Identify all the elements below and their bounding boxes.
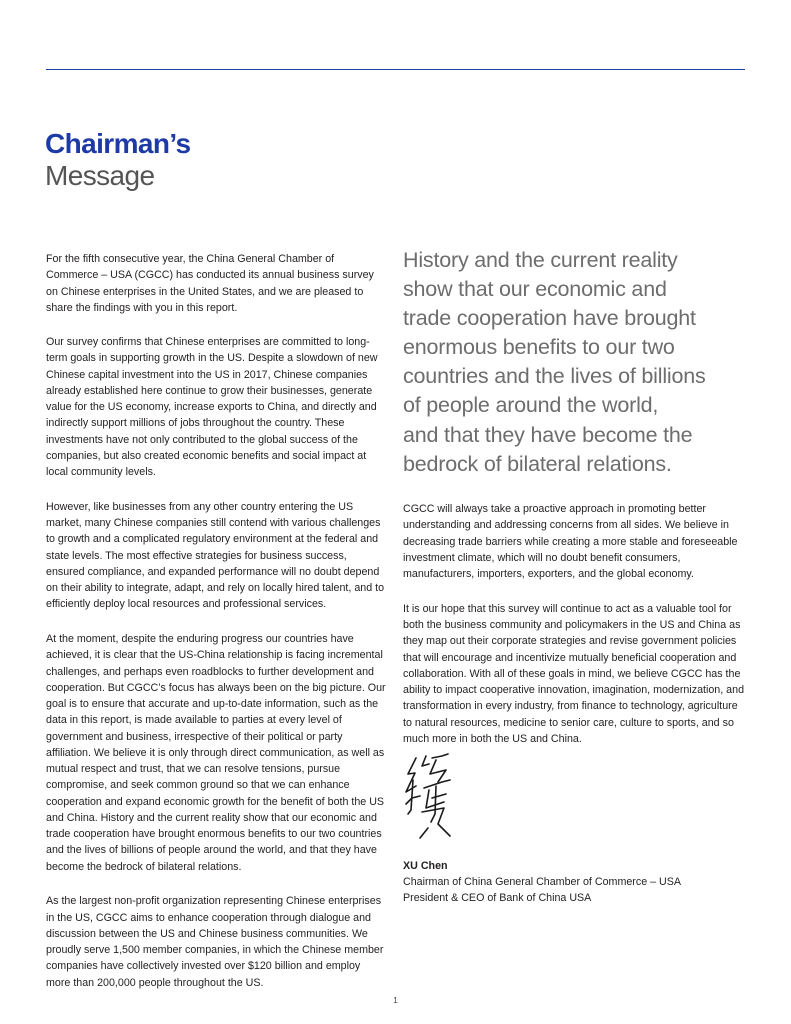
signatory-name: XU Chen (403, 860, 448, 872)
body-paragraph: As the largest non-profit organization representing Chinese enterprises in the US, CGCC aims to enhance cooperation through dialogue and discussion between the US and Chinese business communities. We proudly serve 1,500 member companies, in which the Chinese member companies have collectively invested over $120 billion and employ more than 200,000 people throughout the US. (46, 895, 384, 989)
page-number: 1 (393, 996, 398, 1005)
page-title: Chairman’s (45, 128, 191, 159)
right-column (403, 501, 745, 766)
body-paragraph: However, like businesses from any other country entering the US market, many Chinese companies still contend with various challenges to growth and a complicated regulatory environment at the federal and state levels. The most effective strategies for business success, ensured compliance, and expanded performance will no doubt depend on their ability to integrate, adapt, and rely on locally hired talent, and to efficiently deploy local resources and professional services. (46, 500, 385, 611)
pull-quote (403, 246, 748, 479)
body-paragraph: It is our hope that this survey will continue to act as a valuable tool for both the business community and policymakers in the US and China as they map out their corporate strategies and revise government policies that will encourage and incentivize mutually beneficial cooperation and collaboration. With all of these goals in mind, we believe CGCC has the ability to impact cooperative innovation, imagination, modernization, and transformation in every industry, from finance to technology, agriculture to natural resources, medicine to senior care, culture to sports, and so much more in both the US and China. (403, 602, 745, 745)
page-subtitle: Message (45, 160, 155, 191)
signatory-title: President & CEO of Bank of China USA (403, 892, 592, 904)
pull-quote-line: bedrock of bilateral relations. (403, 451, 672, 476)
signature-block (403, 858, 681, 906)
body-paragraph: For the fifth consecutive year, the China General Chamber of Commerce – USA (CGCC) has conducted its annual business survey on Chinese enterprises in the United States, and we are pleased to share the findings with you in this report. (46, 253, 374, 314)
pull-quote-line: enormous benefits to our two (403, 335, 675, 360)
body-paragraph: Our survey confirms that Chinese enterprises are committed to long-term goals in supporting growth in the US. Despite a slowdown of new Chinese capital investment into the US in 2017, Chinese companies already established here continue to grow their businesses, generate value for the US economy, increase exports to China, and directly and indirectly support millions of jobs throughout the country. These investments have not only contributed to the global success of the companies, but also created economic benefits and social impact at local community levels. (46, 336, 378, 478)
pull-quote-line: trade cooperation have brought (403, 306, 696, 331)
pull-quote-line: countries and the lives of billions (403, 364, 706, 389)
pull-quote-line: History and the current reality (403, 248, 678, 272)
pull-quote-line: of people around the world, (403, 393, 659, 418)
left-column (46, 251, 386, 1009)
header-rule (46, 69, 745, 70)
body-paragraph: CGCC will always take a proactive approach in promoting better understanding and addressing concerns from all sides. We believe in decreasing trade barriers while creating a more stable and foreseeable investment climate, which will no doubt benefit consumers, manufacturers, importers, exporters, and the global economy. (403, 503, 738, 580)
pull-quote-line: show that our economic and (403, 277, 667, 302)
signatory-title: Chairman of China General Chamber of Commerce – USA (403, 876, 681, 888)
pull-quote-line: and that they have become the (403, 422, 693, 447)
body-paragraph: At the moment, despite the enduring progress our countries have achieved, it is clear that the US-China relationship is facing incremental challenges, and perhaps even roadblocks to further development and cooperation. But CGCC’s focus has always been on the big picture. Our goal is to ensure that accurate and up-to-date information, such as the data in this report, is made available to parties at every level of government and business, irrespective of their political or party affiliation. We believe it is only through direct communication, as well as mutual respect and trust, that we can resolve tensions, pursue compromise, and seek common ground so that we can enhance cooperation and expand economic growth for the benefit of both the US and China. History and the current reality show that our economic and trade cooperation have brought enormous benefits to our two countries and the lives of billions of people around the world, and that they have become the bedrock of bilateral relations. (46, 633, 386, 873)
handwritten-signature (402, 752, 462, 844)
